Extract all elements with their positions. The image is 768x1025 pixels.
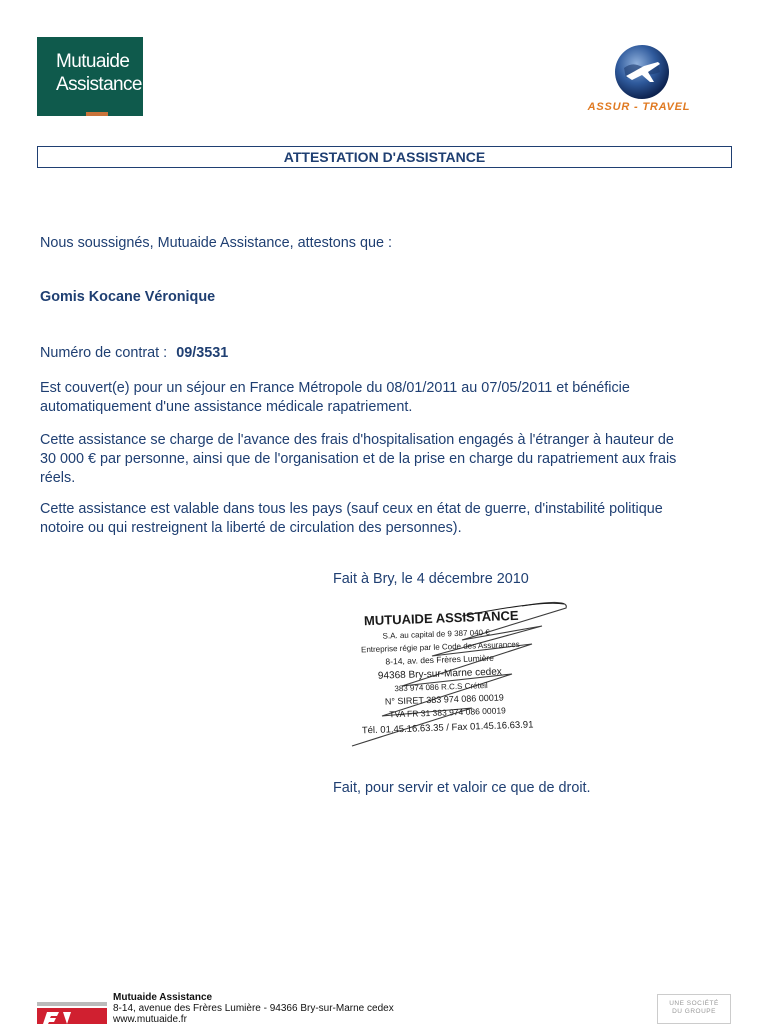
assur-travel-wordmark: ASSUR - TRAVEL [587,101,691,113]
coverage-line-1: Est couvert(e) pour un séjour en France Métropole du 08/01/2011 au 07/05/2011 et bénéficie [40,380,630,396]
stamp-line-3: Entreprise régie par le Code des Assurances [360,639,520,655]
intro-text: Nous soussignés, Mutuaide Assistance, attestons que : [40,235,392,251]
footer-group-logo [37,1002,107,1024]
logo-line-1: Mutuaide [56,51,130,72]
company-stamp-signature [342,596,574,756]
closing-text: Fait, pour servir et valoir ce que de droit. [333,780,591,796]
contract-line [40,344,730,363]
footer-group-badge [657,994,731,1024]
validity-line-2: notoire ou qui restreignent la liberté de circulation des personnes). [40,520,462,536]
place-date: Fait à Bry, le 4 décembre 2010 [333,571,529,587]
stamp-line-7: N° SIRET 383 974 086 00019 [384,692,504,707]
charge-paragraph [40,431,730,488]
contract-number: 09/3531 [176,345,229,361]
stamp-line-9: Tél. 01.45.16.63.35 / Fax 01.45.16.63.91 [361,719,534,737]
charge-line-2: 30 000 € par personne, ainsi que de l'organisation et de la prise en charge du rapatriement aux frais [40,451,677,467]
stamp-line-4: 8-14, av. des Frères Lumière [385,652,495,667]
document-title: ATTESTATION D'ASSISTANCE [37,146,732,168]
insured-name: Gomis Kocane Véronique [40,289,216,305]
charge-line-3: réels. [40,470,76,486]
logo-accent-bar [86,112,108,116]
coverage-paragraph [40,379,730,417]
footer-website[interactable]: www.mutuaide.fr [113,1014,187,1025]
stamp-line-5: 94368 Bry-sur-Marne cedex [377,666,503,682]
coverage-line-2: automatiquement d'une assistance médicale rapatriement. [40,399,413,415]
charge-line-1: Cette assistance se charge de l'avance des frais d'hospitalisation engagés à l'étranger à hauteur de [40,432,674,448]
stamp-line-1: MUTUAIDE ASSISTANCE [363,607,519,629]
stamp-line-6: 383 974 086 R.C.S Créteil [394,680,488,694]
contract-label: Numéro de contrat : [40,345,168,361]
validity-line-1: Cette assistance est valable dans tous les pays (sauf ceux en état de guerre, d'instabilité politique [40,501,663,517]
footer-address: 8-14, avenue des Frères Lumière - 94366 Bry-sur-Marne cedex [113,1003,394,1014]
stamp-line-8: TVA FR 31 383 974 086 00019 [389,705,506,720]
footer-badge-line-1: UNE SOCIÉTÉ [669,1000,719,1007]
validity-paragraph [40,500,730,538]
stamp-line-2: S.A. au capital de 9 387 040 € [382,627,490,641]
logo-line-2: Assistance [56,74,142,95]
footer-company-info [113,992,394,1025]
assur-travel-globe-icon [614,44,670,100]
mutuaide-logo [37,37,143,116]
footer-badge-line-2: DU GROUPE [672,1008,716,1015]
footer-company-name: Mutuaide Assistance [113,992,213,1003]
